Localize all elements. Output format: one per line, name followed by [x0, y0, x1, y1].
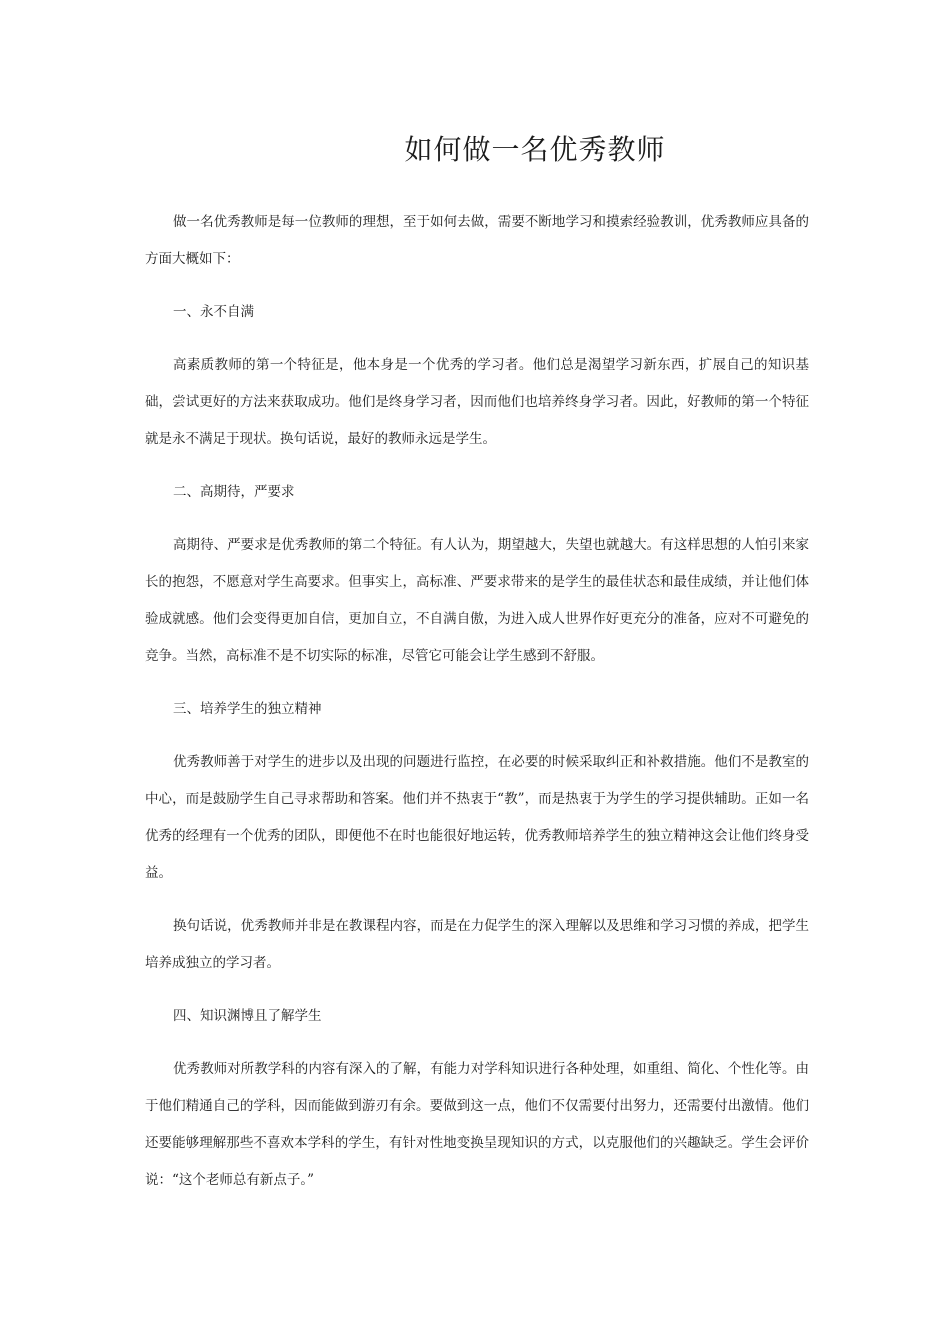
document-title: 如何做一名优秀教师: [404, 133, 666, 166]
section-2-paragraph: 高期待、严要求是优秀教师的第二个特征。有人认为，期望越大，失望也就越大。有这样思想的人怕引来家长的抱怨，不愿意对学生高要求。但事实上，高标准、严要求带来的是学生的最佳状态和最佳成绩，并让他们体验成就感。他们会变得更加自信，更加自立，不自满自傲，为进入成人世界作好更充分的准备，应对不可避免的竞争。当然，高标准不是不切实际的标准，尽管它可能会让学生感到不舒服。: [145, 537, 809, 664]
intro-paragraph: 做一名优秀教师是每一位教师的理想，至于如何去做，需要不断地学习和摸索经验教训，优秀教师应具备的方面大概如下：: [145, 214, 809, 267]
section-heading-1: 一、永不自满: [173, 304, 254, 320]
section-1-paragraph: 高素质教师的第一个特征是，他本身是一个优秀的学习者。他们总是渴望学习新东西，扩展自己的知识基础，尝试更好的方法来获取成功。他们是终身学习者，因而他们也培养终身学习者。因此，好教师的第一个特征就是永不满足于现状。换句话说，最好的教师永远是学生。: [145, 357, 809, 447]
section-heading-2: 二、高期待，严要求: [173, 484, 295, 500]
section-heading-3: 三、培养学生的独立精神: [173, 701, 322, 717]
section-3-paragraph-2: 换句话说，优秀教师并非是在教课程内容，而是在力促学生的深入理解以及思维和学习习惯的养成，把学生培养成独立的学习者。: [145, 918, 809, 971]
section-heading-4: 四、知识渊博且了解学生: [173, 1008, 322, 1024]
section-4-paragraph: 优秀教师对所教学科的内容有深入的了解，有能力对学科知识进行各种处理，如重组、简化、个性化等。由于他们精通自己的学科，因而能做到游刃有余。要做到这一点，他们不仅需要付出努力，还需要付出激情。他们还要能够理解那些不喜欢本学科的学生，有针对性地变换呈现知识的方式，以克服他们的兴趣缺乏。学生会评价说：“这个老师总有新点子。”: [145, 1061, 809, 1188]
document-body: [145, 204, 809, 1199]
section-3-paragraph-1: 优秀教师善于对学生的进步以及出现的问题进行监控，在必要的时候采取纠正和补救措施。他们不是教室的中心，而是鼓励学生自己寻求帮助和答案。他们并不热衷于“教”，而是热衷于为学生的学习提供辅助。正如一名优秀的经理有一个优秀的团队，即便他不在时也能很好地运转，优秀教师培养学生的独立精神这会让他们终身受益。: [145, 754, 809, 881]
